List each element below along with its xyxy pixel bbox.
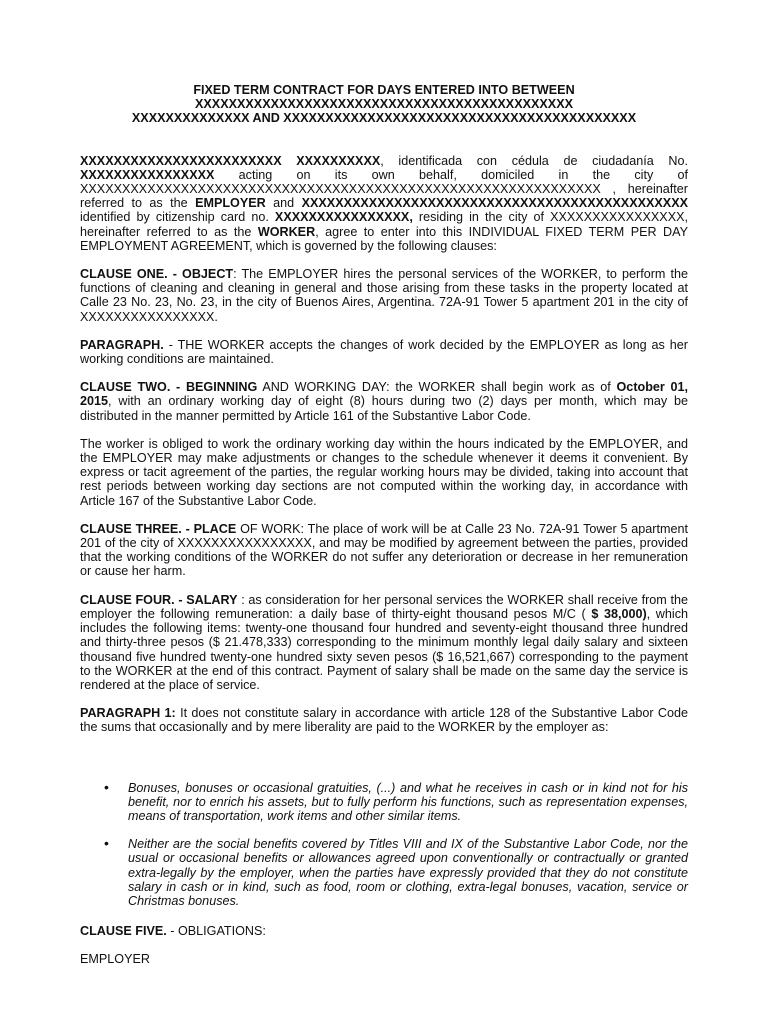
- clause-four-text-2: , which includes the following items: twenty-one thousand four hundred and seventy-eight thousand three hundred and thirty-three pesos ($ 21.478,333) corresponding to the minimum monthly legal daily salary and sixteen thousand five hundred twenty-one hundred sixty seven pesos ($ 16,521,667) corresponding to the payment to the WORKER at the end of this contract. Payment of salary shall be made on the same day the service is rendered at the place of service.: [80, 606, 688, 692]
- clause-one-heading: CLAUSE ONE. - OBJECT: [80, 267, 234, 282]
- intro-text-6: , agree to enter into this INDIVIDUAL FIXED TERM PER DAY EMPLOYMENT AGREEMENT, which is governed by the following clauses:: [80, 224, 688, 253]
- title-line-3: XXXXXXXXXXXXXX AND XXXXXXXXXXXXXXXXXXXXXXXXXXXXXXXXXXXXXXXXXX: [131, 111, 637, 126]
- benefits-list: [80, 778, 688, 909]
- daily-salary-amount: $ 38,000): [591, 606, 647, 621]
- clause-three: [80, 522, 688, 579]
- employer-id: XXXXXXXXXXXXXXXX: [80, 167, 215, 182]
- paragraph-note: [80, 338, 688, 366]
- list-item-text: Neither are the social benefits covered by Titles VIII and IX of the Substantive Labor Code, nor the usual or occasional benefits or allowances agreed upon conventionally or contractually or granted extra-legally by the employer, when the parties have expressly provided that they do not constitute salary in cash or in kind, such as food, room or clothing, extra-legal bonuses, vacation, service or Christmas bonuses.: [128, 837, 688, 908]
- employer-name: XXXXXXXXXXXXXXXXXXXXXXXX XXXXXXXXXX: [80, 153, 381, 168]
- paragraph-text: - THE WORKER accepts the changes of work decided by the EMPLOYER as long as her working conditions are maintained.: [80, 337, 688, 367]
- paragraph-1-text: It does not constitute salary in accordance with article 128 of the Substantive Labor Code the sums that occasionally and by mere liberality are paid to the WORKER by the employer as:: [80, 706, 688, 735]
- intro-text-2: acting on its own behalf, domiciled in the city of XXXXXXXXXXXXXXXXXXXXXXXXXXXXXXXXXXXXXXXXXXXXXXXXXXXXXXXXXXXXXX , hereinafter referred to as the: [80, 167, 688, 211]
- paragraph-heading: PARAGRAPH.: [80, 337, 164, 352]
- clause-four: [80, 593, 688, 692]
- working-day-paragraph: The worker is obliged to work the ordinary working day within the hours indicated by the EMPLOYER, and the EMPLOYER may make adjustments or changes to the schedule whenever it deems it convenient. By express or tacit agreement of the parties, the regular working hours may be divided, taking into account that rest periods between working day sections are not computed within the working day, in accordance with Article 167 of the Substantive Labor Code.: [80, 436, 688, 508]
- intro-text-1: , identificada con cédula de ciudadanía No.: [380, 153, 688, 168]
- intro-text-3: and: [265, 196, 302, 211]
- spacer: [80, 749, 688, 781]
- clause-two-heading: CLAUSE TWO. - BEGINNING: [80, 380, 258, 395]
- clause-two-text-1: AND WORKING DAY: the WORKER shall begin work as of: [257, 380, 617, 395]
- list-item-text: Bonuses, bonuses or occasional gratuities, (...) and what he receives in cash or in kind not for his benefit, nor to enrich his assets, but to fully perform his functions, such as representation expenses, means of transportation, work items and other similar items.: [128, 780, 688, 823]
- clause-two-text-2: , with an ordinary working day of eight (8) hours during two (2) days per month, which may be distributed in the manner permitted by Article 161 of the Substantive Labor Code.: [80, 394, 688, 423]
- clause-five: [80, 924, 688, 938]
- paragraph-1-heading: PARAGRAPH 1:: [80, 706, 176, 721]
- clause-three-text: OF WORK: The place of work will be at Calle 23 No. 72A-91 Tower 5 apartment 201 of the city of XXXXXXXXXXXXXXXX, and may be modified by agreement between the parties, provided that the working conditions of the WORKER do not suffer any deterioration or decrease in her remuneration or cause her harm.: [80, 521, 688, 579]
- list-item: [80, 778, 688, 824]
- start-date: October 01, 2015: [80, 380, 689, 409]
- clause-three-heading: CLAUSE THREE. - PLACE: [80, 521, 237, 536]
- bullet-icon: •: [104, 835, 109, 852]
- title-line-2: XXXXXXXXXXXXXXXXXXXXXXXXXXXXXXXXXXXXXXXXXXXXX: [195, 97, 573, 112]
- bullet-icon: •: [104, 778, 109, 795]
- clause-five-heading: CLAUSE FIVE.: [80, 924, 167, 939]
- clause-four-heading: CLAUSE FOUR. - SALARY: [80, 592, 238, 607]
- worker-id: XXXXXXXXXXXXXXXX,: [274, 210, 413, 225]
- clause-one: [80, 267, 688, 324]
- intro-text-5: residing in the city of XXXXXXXXXXXXXXXX, hereinafter referred to as the: [80, 210, 689, 239]
- document-title: [80, 83, 688, 126]
- intro-paragraph: [80, 154, 688, 253]
- worker-name: XXXXXXXXXXXXXXXXXXXXXXXXXXXXXXXXXXXXXXXXXXXXXX: [301, 196, 688, 211]
- employer-section-heading: EMPLOYER: [80, 952, 150, 967]
- intro-text-4: identified by citizenship card no.: [80, 210, 275, 225]
- clause-four-text-1: : as consideration for her personal services the WORKER shall receive from the employer the following remuneration: a daily base of thirty-eight thousand pesos M/C (: [80, 592, 688, 621]
- list-item: [80, 837, 688, 908]
- clause-two: [80, 380, 688, 423]
- clause-five-text: - OBLIGATIONS:: [166, 924, 266, 939]
- employer-label: EMPLOYER: [195, 196, 266, 211]
- contract-page: [80, 83, 688, 981]
- worker-label: WORKER: [257, 224, 316, 239]
- paragraph-1: [80, 706, 688, 734]
- clause-one-text: : The EMPLOYER hires the personal services of the WORKER, to perform the functions of cleaning and cleaning in general and those arising from these tasks in the property located at Calle 23 No. 23, No. 23, in the city of Buenos Aires, Argentina. 72A-91 Tower 5 apartment 201 in the city of XXXXXXXXXXXXXXXX.: [80, 267, 688, 324]
- title-line-1: FIXED TERM CONTRACT FOR DAYS ENTERED INTO BETWEEN: [193, 83, 575, 97]
